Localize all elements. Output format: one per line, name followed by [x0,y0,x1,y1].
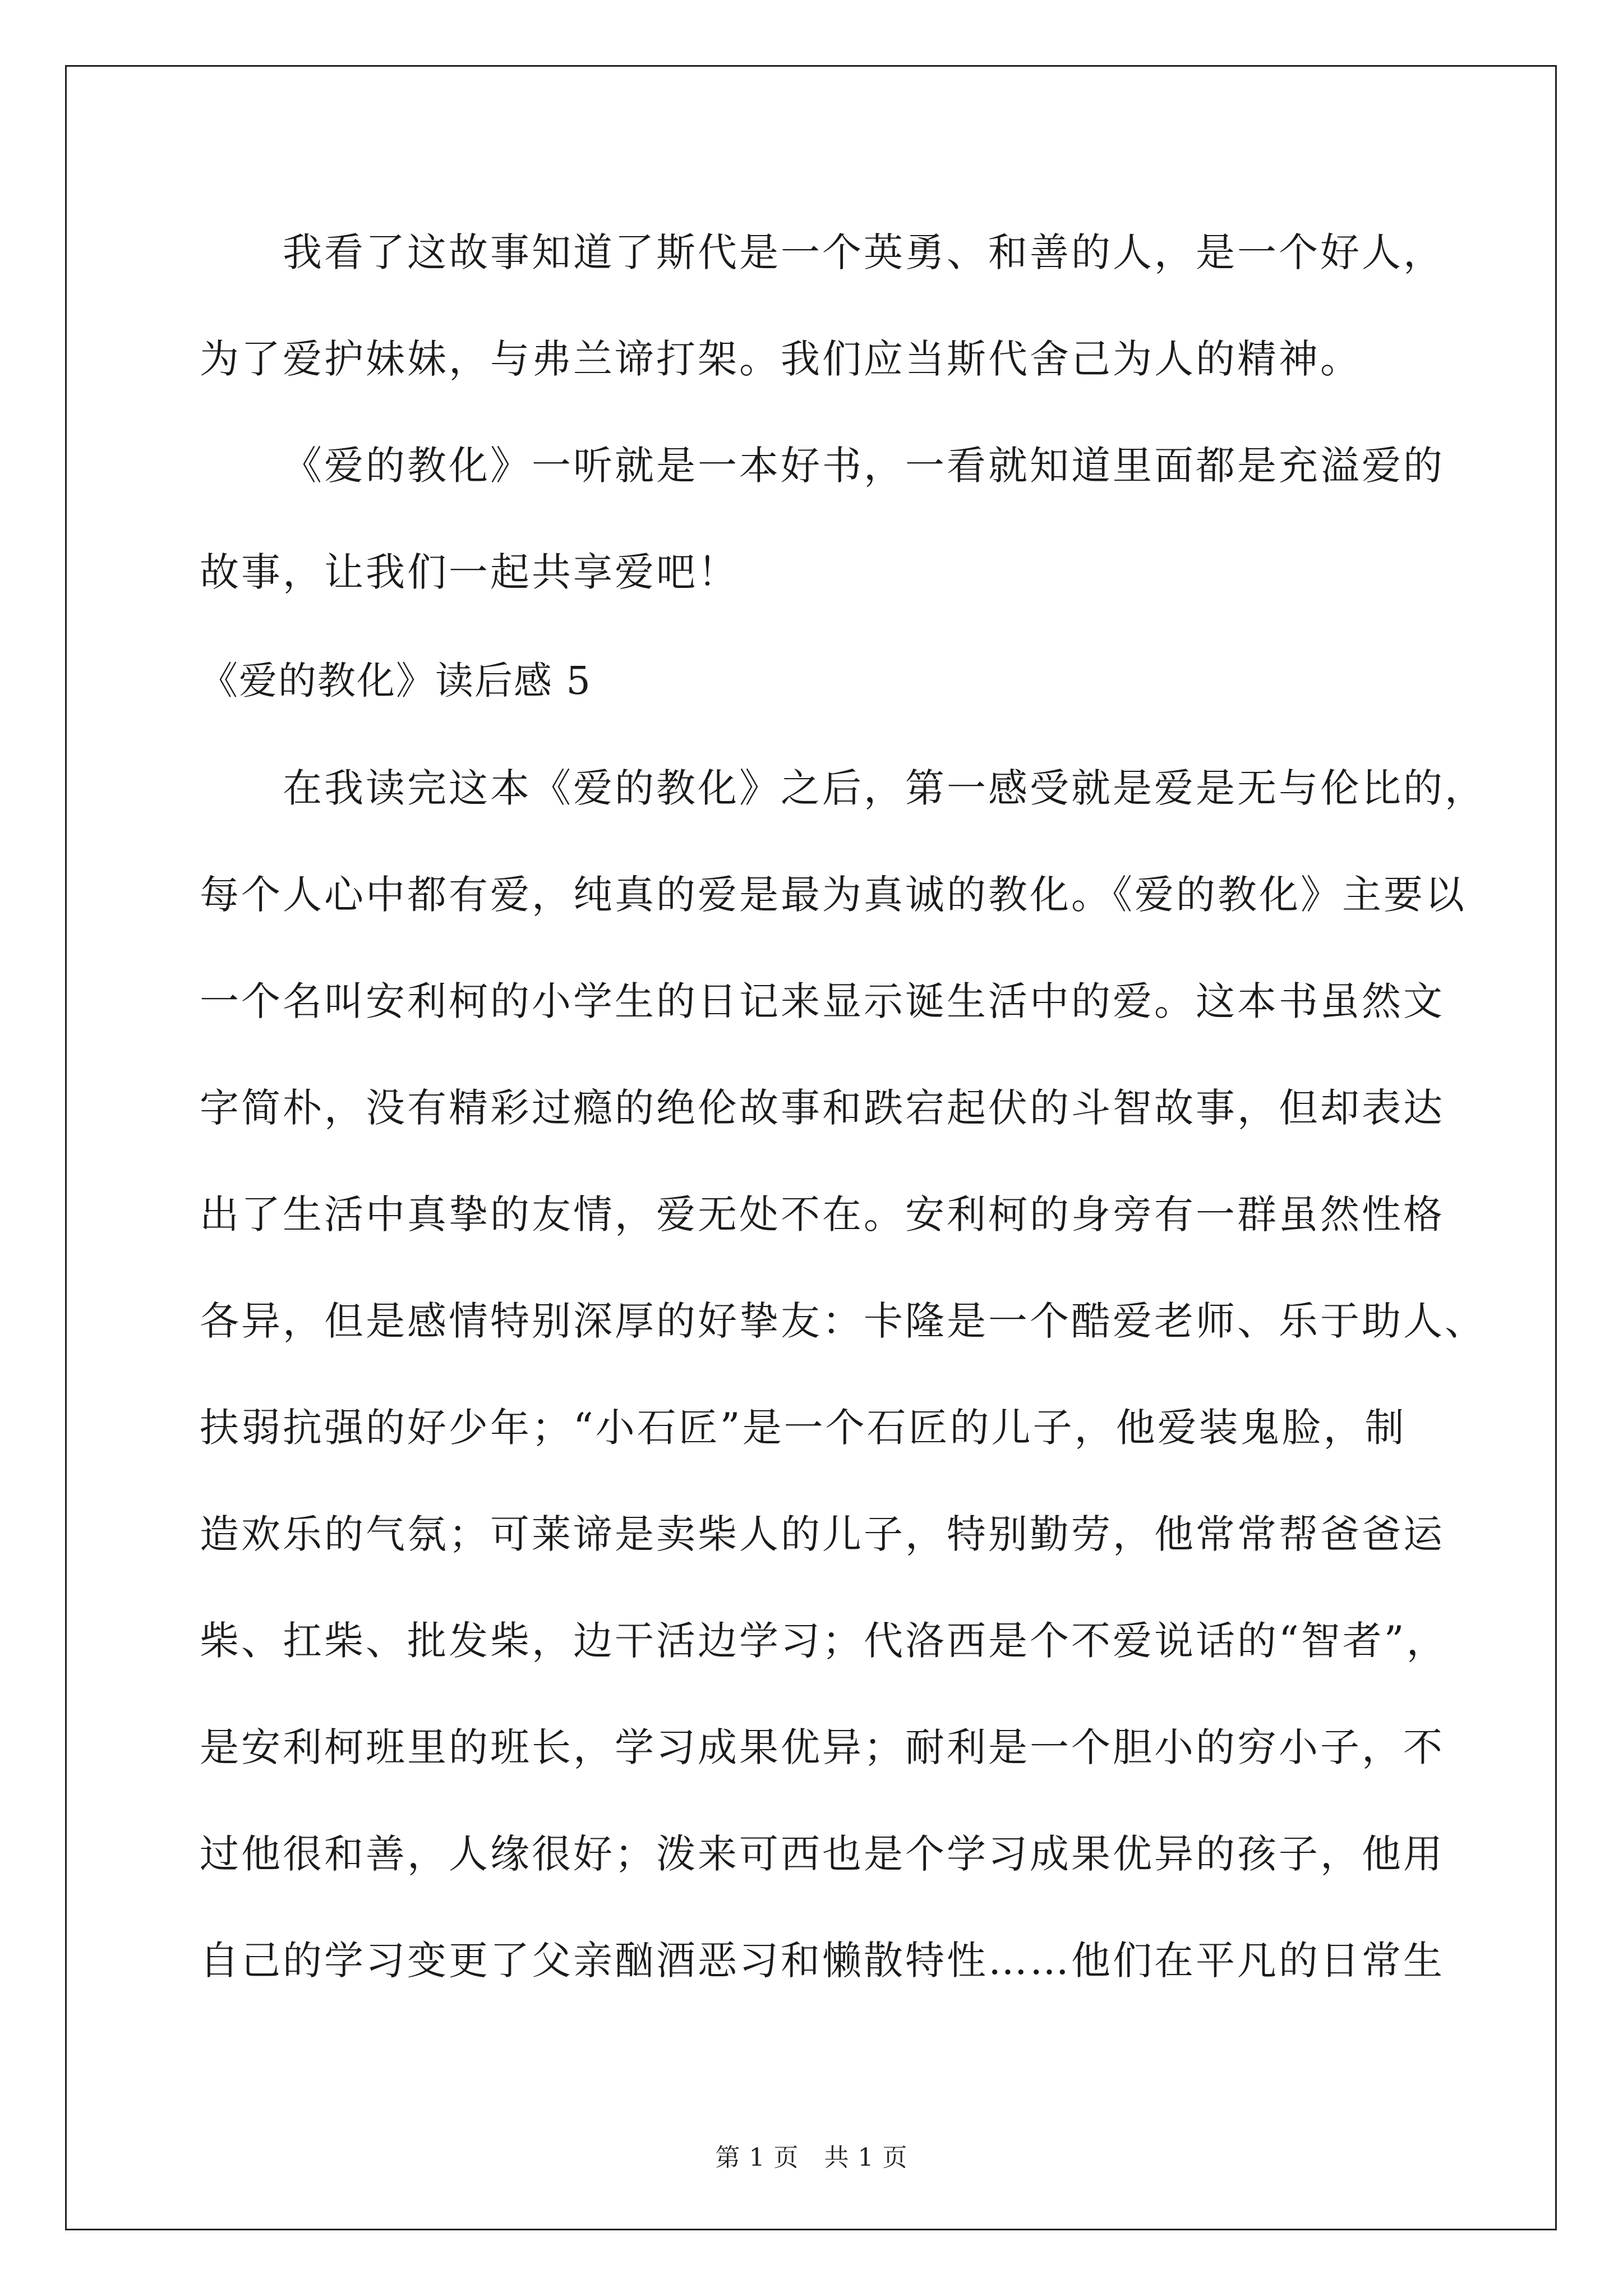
paragraph-1-line-1: 我看了这故事知道了斯代是一个英勇、和善的人，是一个好人， [283,229,1445,275]
page-border [65,65,1557,2230]
essay-line-10: 是安利柯班里的班长，学习成果优异；耐利是一个胆小的穷小子，不 [200,1724,1445,1770]
essay-line-8: 造欢乐的气氛；可莱谛是卖柴人的儿子，特别勤劳，他常常帮爸爸运 [200,1511,1445,1557]
paragraph-2-line-1: 《爱的教化》一听就是一本好书，一看就知道里面都是充溢爱的 [283,443,1445,489]
paragraph-1-line-2: 为了爱护妹妹，与弗兰谛打架。我们应当斯代舍己为人的精神。 [200,336,1362,382]
essay-line-2: 每个人心中都有爱，纯真的爱是最为真诚的教化。《爱的教化》主要以 [200,872,1467,918]
essay-line-4: 字简朴，没有精彩过瘾的绝伦故事和跌宕起伏的斗智故事，但却表达 [200,1085,1445,1131]
essay-line-6: 各异，但是感情特别深厚的好挚友：卡隆是一个酷爱老师、乐于助人、 [200,1298,1486,1344]
essay-line-9: 柴、扛柴、批发柴，边干活边学习；代洛西是个不爱说话的“智者”， [200,1618,1448,1664]
essay-line-1: 在我读完这本《爱的教化》之后，第一感受就是爱是无与伦比的， [283,765,1486,811]
essay-line-7: 扶弱抗强的好少年；“小石匠”是一个石匠的儿子，他爱装鬼脸，制 [200,1405,1407,1451]
section-heading: 《爱的教化》读后感 5 [200,659,592,703]
page-number-footer: 第 1 页 共 1 页 [715,2143,908,2172]
essay-line-5: 出了生活中真挚的友情，爱无处不在。安利柯的身旁有一群虽然性格 [200,1191,1445,1237]
paragraph-2-line-2: 故事，让我们一起共享爱吧！ [200,549,739,595]
essay-line-12: 自己的学习变更了父亲酗酒恶习和懒散特性……他们在平凡的日常生 [200,1938,1445,1984]
essay-line-3: 一个名叫安利柯的小学生的日记来显示诞生活中的爱。这本书虽然文 [200,978,1445,1024]
essay-line-11: 过他很和善，人缘很好；泼来可西也是个学习成果优异的孩子，他用 [200,1831,1445,1877]
